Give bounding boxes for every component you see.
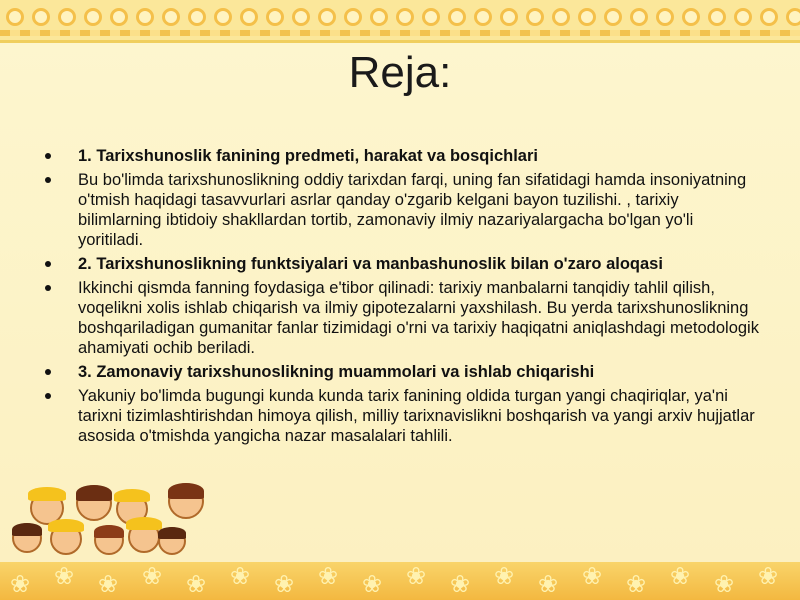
maple-leaf-icon: ❀ (670, 562, 691, 590)
maple-leaf-icon: ❀ (538, 570, 559, 598)
ring-icon (708, 8, 726, 26)
ring-icon (786, 8, 800, 26)
ring-icon (188, 8, 206, 26)
maple-leaf-icon: ❀ (494, 562, 515, 590)
ring-icon (292, 8, 310, 26)
maple-leaf-icon: ❀ (186, 570, 207, 598)
maple-leaf-icon: ❀ (362, 570, 383, 598)
ring-icon (318, 8, 336, 26)
list-item-text: 1. Tarixshunoslik fanining predmeti, harakat va bosqichlari (78, 147, 538, 165)
ring-icon (552, 8, 570, 26)
maple-leaf-icon: ❀ (98, 570, 119, 598)
list-item (40, 254, 760, 274)
list-item (40, 146, 760, 166)
list-item-text: 2. Tarixshunoslikning funktsiyalari va manbashunoslik bilan o'zaro aloqasi (78, 255, 663, 273)
maple-leaf-icon: ❀ (142, 562, 163, 590)
top-decorative-border (0, 0, 800, 43)
maple-leaf-icon: ❀ (714, 570, 735, 598)
slide-title: Reja: (348, 48, 452, 97)
ring-icon (630, 8, 648, 26)
bullet-icon (45, 261, 51, 267)
ring-icon (656, 8, 674, 26)
child-face-icon (158, 527, 186, 555)
ring-icon (448, 8, 466, 26)
maple-leaf-icon: ❀ (626, 570, 647, 598)
ring-icon (32, 8, 50, 26)
list-item (40, 386, 760, 446)
list-item-text: Bu bo'limda tarixshunoslikning oddiy tarixdan farqi, uning fan sifatidagi hamda insoniyatning o'tmish haqidagi tasavvurlari asrlar qanday o'zgarib kelgani bayon tuzilishi. , tarixiy bilimlarning ibtidoiy shakllardan tortib, zamonaviy ilmiy nazariyalargacha bo'lgan yo'li yoritiladi. (78, 171, 747, 249)
child-face-icon (12, 523, 42, 553)
bullet-list (40, 146, 760, 450)
maple-leaf-icon: ❀ (406, 562, 427, 590)
ring-icon (136, 8, 154, 26)
bullet-icon (45, 369, 51, 375)
ring-icon (734, 8, 752, 26)
border-stripe (0, 30, 800, 36)
ring-icon (110, 8, 128, 26)
list-item (40, 362, 760, 382)
ring-icon (422, 8, 440, 26)
list-item-text: Ikkinchi qismda fanning foydasiga e'tibor qilinadi: tarixiy manbalarni tanqidiy tahlil qilish, voqelikni xolis ishlab chiqarish va ilmiy gipotezalarni yaxshilash. Bu yerda tarixshunoslikning boshqariladigan gumanitar fanlar tizimidagi o'rni va tarixiy haqiqatni aniqlashdagi metodologik ahamiyati ochib beriladi. (78, 279, 759, 357)
list-item-text: Yakuniy bo'limda bugungi kunda kunda tarix fanining oldida turgan yangi chaqiriqlar, ya'ni tarixni tizimlashtirishdan himoya qilish, milliy tarixnavislikni boshqarish va yangi arxiv hujjatlar asosida o'tmishda yangicha nazar masalalari tahlili. (78, 387, 755, 445)
bottom-decorative-border (0, 562, 800, 600)
bullet-icon (45, 393, 51, 399)
child-face-icon (94, 525, 124, 555)
maple-leaf-icon: ❀ (450, 570, 471, 598)
maple-leaf-icon: ❀ (318, 562, 339, 590)
ring-icon (84, 8, 102, 26)
ring-icon (214, 8, 232, 26)
bullet-icon (45, 177, 51, 183)
ring-icon (240, 8, 258, 26)
maple-leaf-icon: ❀ (758, 562, 779, 590)
child-face-icon (128, 521, 160, 553)
ring-icon (760, 8, 778, 26)
child-face-icon (50, 523, 82, 555)
ring-icon (370, 8, 388, 26)
ring-icon (682, 8, 700, 26)
list-item (40, 170, 760, 250)
ring-icon (58, 8, 76, 26)
maple-leaf-icon: ❀ (10, 570, 31, 598)
ring-icon (344, 8, 362, 26)
bullet-icon (45, 285, 51, 291)
ring-icon (526, 8, 544, 26)
ring-icon (162, 8, 180, 26)
ring-icon (474, 8, 492, 26)
child-face-icon (168, 483, 204, 519)
maple-leaf-icon: ❀ (54, 562, 75, 590)
ring-icon (266, 8, 284, 26)
ring-icon (578, 8, 596, 26)
bullet-icon (45, 153, 51, 159)
ring-icon (500, 8, 518, 26)
ring-icon (6, 8, 24, 26)
maple-leaf-icon: ❀ (230, 562, 251, 590)
ring-icon (604, 8, 622, 26)
child-face-icon (76, 485, 112, 521)
list-item-text: 3. Zamonaviy tarixshunoslikning muammolari va ishlab chiqarishi (78, 363, 595, 381)
ring-icon (396, 8, 414, 26)
maple-leaf-icon: ❀ (274, 570, 295, 598)
maple-leaf-icon: ❀ (582, 562, 603, 590)
list-item (40, 278, 760, 358)
